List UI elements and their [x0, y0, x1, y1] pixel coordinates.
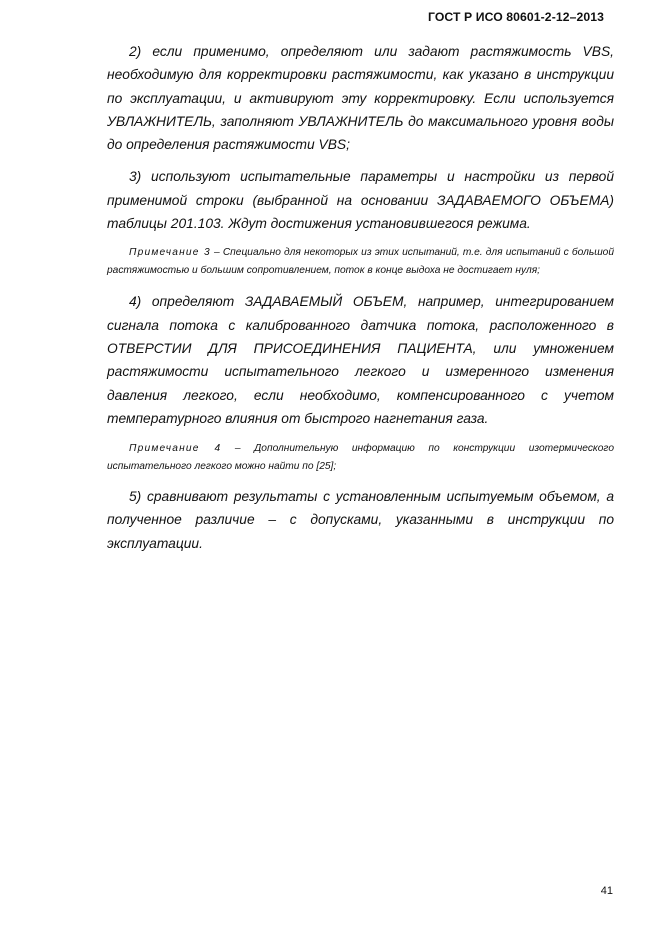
note-4-text: – Дополнительную информацию по конструкции изотермического испытательного легкого можно найти по [25]; — [107, 443, 614, 473]
note-4-label: Примечание 4 — [129, 443, 222, 455]
paragraph-step-2: 2) если применимо, определяют или задают растяжимость VBS, необходимую для корректировки растяжимости, как указано в инструкции по эксплуатации, и активируют эту корректировку. Если используется УВЛАЖНИТЕЛЬ, заполняют УВЛАЖНИТЕЛЬ до максимального уровня воды до определения растяжимости VBS; — [107, 44, 614, 153]
paragraph-step-4: 4) определяют ЗАДАВАЕМЫЙ ОБЪЕМ, например, интегрированием сигнала потока с калиброванного датчика потока, расположенного в ОТВЕРСТИИ ДЛЯ ПРИСОЕДИНЕНИЯ ПАЦИЕНТА, или умножением растяжимости испытательного легкого и измеренного изменения давления легкого, если необходимо, компенсированного с учетом температурного влияния от быстрого нагнетания газа. — [107, 294, 614, 426]
note-4 — [107, 440, 614, 476]
note-3 — [107, 244, 614, 280]
paragraph-step-5: 5) сравнивают результаты с установленным испытуемым объемом, а полученное различие – с допусками, указанными в инструкции по эксплуатации. — [107, 489, 614, 551]
paragraph-step-3: 3) используют испытательные параметры и настройки из первой применимой строки (выбранной на основании ЗАДАВАЕМОГО ОБЪЕМА) таблицы 201.103. Ждут достижения установившегося режима. — [107, 169, 614, 232]
document-body — [107, 40, 614, 555]
note-3-text: – Специально для некоторых из этих испытаний, т.е. для испытаний с большой растяжимостью и большим сопротивлением, поток в конце выдоха не достигает нуля; — [107, 247, 614, 277]
note-3-label: Примечание 3 — [129, 247, 211, 259]
page-number: 41 — [600, 885, 613, 897]
document-header: ГОСТ Р ИСО 80601-2-12–2013 — [427, 10, 604, 24]
